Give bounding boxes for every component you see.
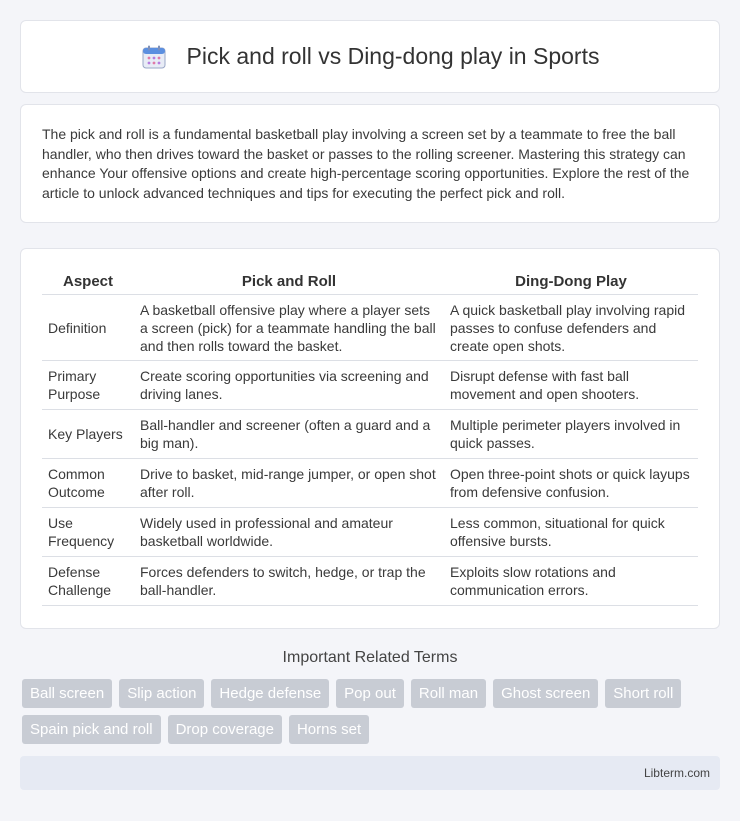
header-ding-dong: Ding-Dong Play	[444, 269, 698, 295]
term-tag[interactable]: Horns set	[289, 715, 369, 744]
row-pick-and-roll: Create scoring opportunities via screening and driving lanes.	[134, 361, 444, 410]
term-tag[interactable]: Pop out	[336, 679, 404, 708]
row-ding-dong: A quick basketball play involving rapid passes to confuse defenders and create open shots.	[444, 295, 698, 361]
term-tag[interactable]: Short roll	[605, 679, 681, 708]
related-terms-section	[20, 649, 720, 744]
row-pick-and-roll: Drive to basket, mid-range jumper, or open shot after roll.	[134, 459, 444, 508]
term-tag[interactable]: Drop coverage	[168, 715, 282, 744]
header-pick-and-roll: Pick and Roll	[134, 269, 444, 295]
term-tag[interactable]: Slip action	[119, 679, 204, 708]
intro-card	[20, 104, 720, 223]
term-tag[interactable]: Ball screen	[22, 679, 112, 708]
term-tag[interactable]: Ghost screen	[493, 679, 598, 708]
calendar-icon	[141, 44, 167, 70]
table-row	[42, 557, 698, 606]
row-aspect: Definition	[42, 295, 134, 361]
related-terms-list	[20, 679, 720, 744]
term-tag[interactable]: Hedge defense	[211, 679, 329, 708]
table-row	[42, 410, 698, 459]
row-ding-dong: Disrupt defense with fast ball movement and open shooters.	[444, 361, 698, 410]
row-aspect: Key Players	[42, 410, 134, 459]
title-card	[20, 20, 720, 93]
row-aspect: Defense Challenge	[42, 557, 134, 606]
row-pick-and-roll: Widely used in professional and amateur basketball worldwide.	[134, 508, 444, 557]
row-aspect: Primary Purpose	[42, 361, 134, 410]
row-aspect: Use Frequency	[42, 508, 134, 557]
row-pick-and-roll: A basketball offensive play where a player sets a screen (pick) for a teammate handling the ball and then rolls toward the basket.	[134, 295, 444, 361]
comparison-table	[42, 269, 698, 606]
row-pick-and-roll: Forces defenders to switch, hedge, or trap the ball-handler.	[134, 557, 444, 606]
term-tag[interactable]: Spain pick and roll	[22, 715, 161, 744]
row-pick-and-roll: Ball-handler and screener (often a guard and a big man).	[134, 410, 444, 459]
table-header-row	[42, 269, 698, 295]
term-tag[interactable]: Roll man	[411, 679, 486, 708]
intro-text: The pick and roll is a fundamental basketball play involving a screen set by a teammate to free the ball handler, who then drives toward the basket or passes to the rolling screener. Mastering this strategy can enhance Your offensive options and create high-percentage scoring opportunities. Explore the rest of the article to unlock advanced techniques and tips for executing the perfect pick and roll.	[42, 126, 690, 201]
footer	[20, 756, 720, 790]
header-aspect: Aspect	[42, 269, 134, 295]
table-row	[42, 459, 698, 508]
page	[20, 0, 720, 790]
comparison-card	[20, 248, 720, 629]
row-aspect: Common Outcome	[42, 459, 134, 508]
row-ding-dong: Less common, situational for quick offensive bursts.	[444, 508, 698, 557]
table-row	[42, 361, 698, 410]
row-ding-dong: Open three-point shots or quick layups from defensive confusion.	[444, 459, 698, 508]
row-ding-dong: Multiple perimeter players involved in quick passes.	[444, 410, 698, 459]
footer-site-link[interactable]: Libterm.com	[643, 766, 710, 780]
table-row	[42, 508, 698, 557]
page-title: Pick and roll vs Ding-dong play in Sports	[186, 43, 600, 69]
related-terms-heading: Important Related Terms	[282, 649, 458, 666]
row-ding-dong: Exploits slow rotations and communication errors.	[444, 557, 698, 606]
table-row	[42, 295, 698, 361]
